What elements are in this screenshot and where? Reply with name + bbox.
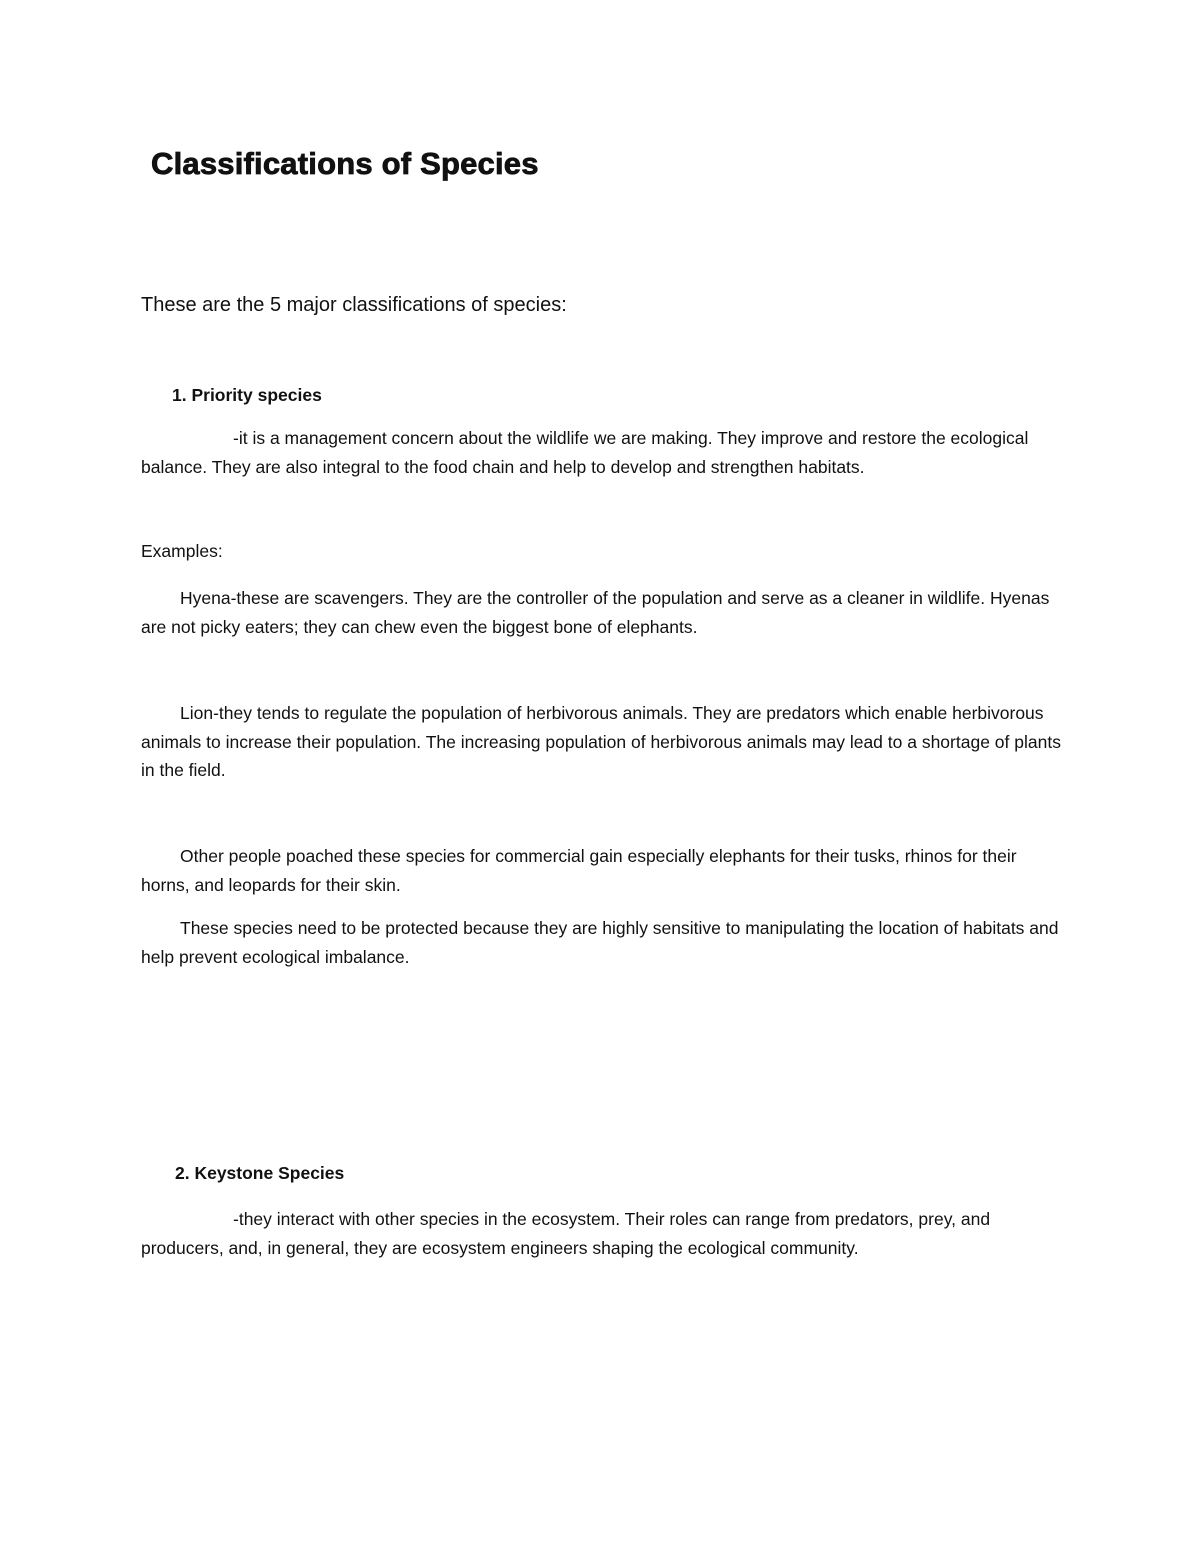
- document-title: Classifications of Species: [151, 146, 539, 181]
- priority-definition: -it is a management concern about the wildlife we are making. They improve and restore the ecological balance. They are also integral to the food chain and help to develop and strengthen habitats.: [141, 428, 1029, 477]
- protection-paragraph: These species need to be protected because they are highly sensitive to manipulating the location of habitats and help prevent ecological imbalance.: [141, 918, 1059, 967]
- section-heading-keystone: 2. Keystone Species: [175, 1163, 345, 1183]
- examples-label: Examples:: [141, 541, 223, 561]
- poaching-paragraph: Other people poached these species for commercial gain especially elephants for their tusks, rhinos for their horns, and leopards for their skin.: [141, 846, 1017, 895]
- keystone-definition: -they interact with other species in the ecosystem. Their roles can range from predators, prey, and producers, and, in general, they are ecosystem engineers shaping the ecological community.: [141, 1209, 991, 1258]
- intro-text: These are the 5 major classifications of species:: [141, 294, 567, 316]
- lion-paragraph: Lion-they tends to regulate the population of herbivorous animals. They are predators which enable herbivorous animals to increase their population. The increasing population of herbivorous animals may lead to a shortage of plants in the field.: [141, 703, 1061, 780]
- section-heading-priority: 1. Priority species: [172, 385, 322, 405]
- hyena-paragraph: Hyena-these are scavengers. They are the controller of the population and serve as a cleaner in wildlife. Hyenas are not picky eaters; they can chew even the biggest bone of elephants.: [141, 588, 1050, 637]
